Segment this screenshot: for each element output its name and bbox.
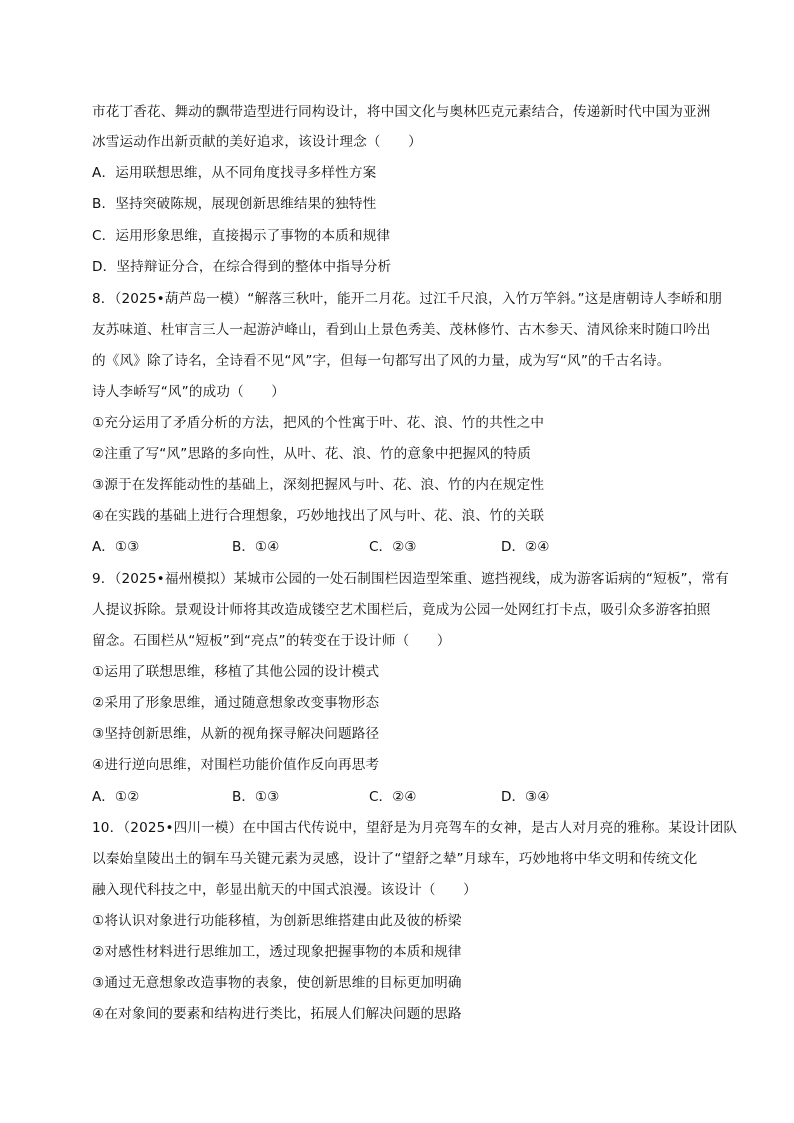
q8-choices — [92, 538, 692, 556]
q10-item-2: ②对感性材料进行思维加工，透过现象把握事物的本质和规律 — [92, 944, 462, 960]
q10-item-4: ④在对象间的要素和结构进行类比，拓展人们解决问题的思路 — [92, 1006, 462, 1022]
q7-option-a: A．运用联想思维，从不同角度找寻多样性方案 — [92, 165, 377, 181]
q8-stem-line-2: 友苏味道、杜审言三人一起游泸峰山，看到山上景色秀美、茂林修竹、古木参天、清风徐来时随口吟出 — [92, 322, 711, 338]
q8-item-4: ④在实践的基础上进行合理想象，巧妙地找出了风与叶、花、浪、竹的关联 — [92, 508, 545, 524]
q7-option-d: D．坚持辩证分合，在综合得到的整体中指导分析 — [92, 259, 392, 275]
q8-stem-line-3: 的《风》除了诗名，全诗看不见“风”字，但每一句都写出了风的力量，成为写“风”的千古名诗。 — [92, 353, 671, 369]
q7-stem-line-1: 市花丁香花、舞动的飘带造型进行同构设计，将中国文化与奥林匹克元素结合，传递新时代中国为亚洲 — [92, 104, 711, 120]
q9-choice-c: C．②④ — [369, 789, 417, 805]
q9-choice-b: B．①③ — [232, 789, 280, 805]
q8-choice-b: B．①④ — [232, 539, 280, 555]
q9-item-3: ③坚持创新思维，从新的视角探寻解决问题路径 — [92, 726, 380, 742]
q9-choice-a: A．①② — [92, 789, 140, 805]
q8-choice-a: A．①③ — [92, 539, 140, 555]
q9-choice-d: D．③④ — [501, 789, 550, 805]
q9-choices — [92, 788, 692, 806]
q7-option-b: B．坚持突破陈规，展现创新思维结果的独特性 — [92, 196, 377, 212]
q10-stem-line-3: 融入现代科技之中，彰显出航天的中国式浪漫。该设计（ ） — [92, 882, 477, 898]
q9-stem-line-1: 9．（2025•福州模拟）某城市公园的一处石制围栏因造型笨重、遮挡视线，成为游客诟病的“短板”，常有 — [92, 571, 729, 587]
q8-item-2: ②注重了写“风”思路的多向性，从叶、花、浪、竹的意象中把握风的特质 — [92, 446, 532, 462]
q10-stem-line-1: 10．（2025•四川一模）在中国古代传说中，望舒是为月亮驾车的女神，是古人对月亮的雅称。某设计团队 — [92, 820, 738, 836]
q8-stem-line-4: 诗人李峤写“风”的成功（ ） — [92, 384, 286, 400]
q8-item-1: ①充分运用了矛盾分析的方法，把风的个性寓于叶、花、浪、竹的共性之中 — [92, 415, 545, 431]
q9-item-2: ②采用了形象思维，通过随意想象改变事物形态 — [92, 695, 380, 711]
q9-item-1: ①运用了联想思维，移植了其他公园的设计模式 — [92, 664, 380, 680]
q8-item-3: ③源于在发挥能动性的基础上，深刻把握风与叶、花、浪、竹的内在规定性 — [92, 477, 545, 493]
q8-stem-line-1: 8．（2025•葫芦岛一模）“解落三秋叶，能开二月花。过江千尺浪，入竹万竿斜。”这是唐朝诗人李峤和朋 — [92, 291, 723, 307]
q10-item-3: ③通过无意想象改造事物的表象，使创新思维的目标更加明确 — [92, 975, 462, 991]
q8-choice-d: D．②④ — [501, 539, 550, 555]
q9-item-4: ④进行逆向思维，对围栏功能价值作反向再思考 — [92, 757, 380, 773]
q7-option-c: C．运用形象思维，直接揭示了事物的本质和规律 — [92, 228, 391, 244]
q10-stem-line-2: 以秦始皇陵出土的铜车马关键元素为灵感，设计了“望舒之辇”月球车，巧妙地将中华文明和传统文化 — [92, 851, 698, 867]
q8-choice-c: C．②③ — [369, 539, 417, 555]
q9-stem-line-2: 人提议拆除。景观设计师将其改造成镂空艺术围栏后，竟成为公园一处网红打卡点，吸引众多游客拍照 — [92, 602, 711, 618]
q7-stem-line-2: 冰雪运动作出新贡献的美好追求，该设计理念（ ） — [92, 134, 422, 150]
q9-stem-line-3: 留念。石围栏从“短板”到“亮点”的转变在于设计师（ ） — [92, 633, 451, 649]
q10-item-1: ①将认识对象进行功能移植，为创新思维搭建由此及彼的桥梁 — [92, 913, 462, 929]
